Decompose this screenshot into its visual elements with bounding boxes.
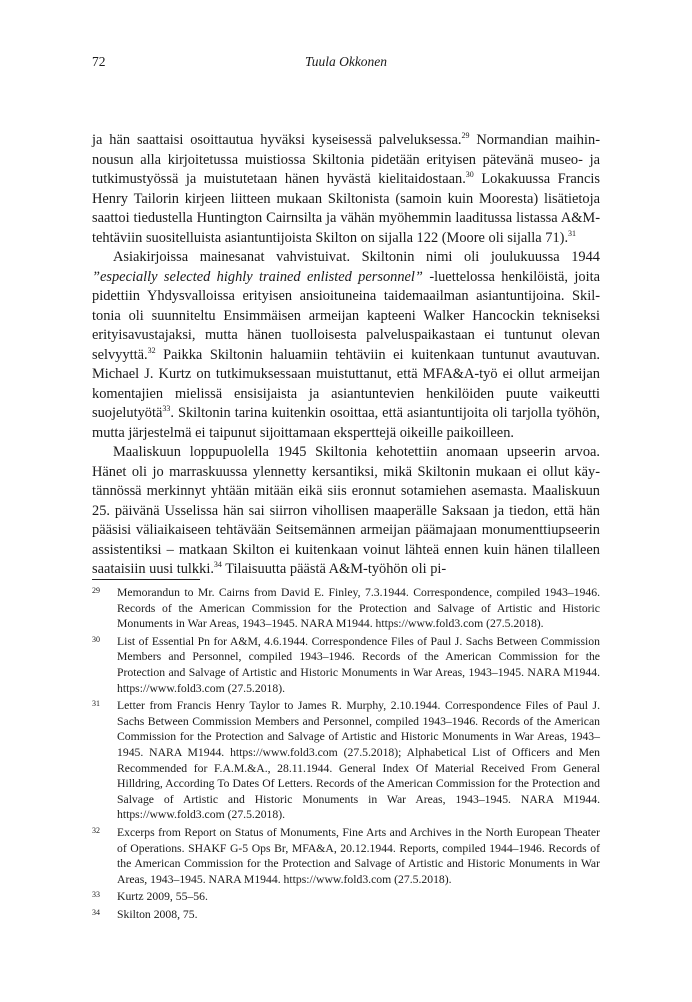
footnote	[92, 634, 600, 696]
footnote-text: Letter from Francis Henry Taylor to James R. Murphy, 2.10.1944. Correspondence Files of Paul J. Sachs Between Commission Members and Personnel, compiled 1943–1946. Records of the American Commission for the Protection and Salvage of Artistic and Historic Monuments in War Areas, 1943–1945. NARA M1944. https://www.fold3.com (27.5.2018); Alphabetical List of Officers and Men Recommended for F.A.M.&A., 28.11.1944. General Index Of Material Received From General Hilldring, According To Dates Of Letters. Records of the American Commission for the Protection and Salvage of Artistic and Historic Monuments in War Areas, 1943–1945. NARA M1944. https://www.fold3.com (27.5.2018).	[117, 699, 600, 822]
footnote-text: Skilton 2008, 75.	[117, 907, 198, 921]
footnote	[92, 585, 600, 632]
text-run: Maaliskuun loppupuolella 1945 Skiltonia kehotettiin anomaan upseerin arvoa. Hänet oli jo marraskuussa ylennetty kersantiksi, mikä Skiltonin mukaan ei ollut käytännössä merkinnyt yhtään mitään eikä siis eronnut sotamiehen asemasta. Maaliskuun 25. päivänä Usselissa hän sai siirron vihollisen maaperälle Saksaan ja tiedon, että hän pääsisi väliaikaiseen tehtävään Seitsemännen armeijan päämajaan monumenttiupseerin assistentiksi – matkaan Skilton ei kuitenkaan voinut lähteä ennen kuin hänen tilalleen saataisiin uusi tulkki.	[92, 444, 600, 577]
text-run: Tilaisuutta päästä A&M-työhön oli pi-	[221, 561, 447, 577]
footnote-divider	[92, 579, 200, 580]
footnote-text: Excerps from Report on Status of Monuments, Fine Arts and Archives in the North European Theater of Operations. SHAKF G-5 Ops Br, MFA&A, 20.12.1944. Reports, compiled 1944–1946. Records of the American Commission for the Protection and Salvage of Artistic and Historic Monuments in War Areas, 1943–1945. NARA M1944. https://www.fold3.com (27.5.2018).	[117, 825, 600, 886]
body-text	[92, 131, 600, 580]
footnote-text: Kurtz 2009, 55–56.	[117, 890, 208, 904]
footnote-ref: 34	[213, 560, 222, 570]
footnote-number: 32	[92, 825, 100, 835]
paragraph-3	[92, 443, 600, 580]
paragraph-1	[92, 131, 600, 248]
footnotes	[92, 585, 600, 924]
footnote-number: 30	[92, 634, 100, 644]
paragraph-2	[92, 248, 600, 443]
text-run: ja hän saattaisi osoittautua hyväksi kyseisessä palveluksessa.	[92, 132, 462, 148]
footnote	[92, 698, 600, 823]
running-head: Tuula Okkonen	[304, 54, 388, 69]
footnote-number: 34	[92, 907, 100, 917]
footnote	[92, 889, 600, 905]
footnote-ref: 30	[465, 170, 474, 180]
footnote-text: List of Essential Pn for A&M, 4.6.1944. Correspondence Files of Paul J. Sachs Between Commission Members and Personnel, compiled 1943–1946. Records of the American Commission for the Protection and Salvage of Artistic and Historic Monuments in War Areas, 1943–1945. NARA M1944. https://www.fold3.com (27.5.2018).	[117, 634, 600, 695]
footnote-number: 31	[92, 699, 100, 709]
footnote	[92, 825, 600, 887]
italic-quote: ”especially selected highly trained enlisted personnel”	[92, 268, 423, 285]
page-header	[92, 54, 600, 74]
footnote-number: 29	[92, 586, 100, 595]
text-run: Normandian maihinnousun alla kirjoitetussa muistiossa Skiltonia pidetään erityisen pätevänä museo- ja tutkimustyössä ja muistutetaan hänen hyvästä kielitaidostaan.	[92, 132, 600, 187]
footnote-ref: 31	[568, 228, 577, 238]
footnote-text: Memorandun to Mr. Cairns from David E. Finley, 7.3.1944. Correspondence, compiled 1943–1946. Records of the American Commission for the Protection and Salvage of Artistic and Historic Monuments in War Areas, 1943–1945. NARA M1944. https://www.fold3.com (27.5.2018).	[117, 586, 600, 631]
page-number: 72	[92, 54, 106, 69]
footnote-ref: 32	[147, 345, 156, 355]
text-run: -luettelossa henkilöistä, joita pidettiin Yhdysvalloissa erityisen ansioituneina taidemaailman asiantuntijoina. Skiltonia oli suunniteltu Ensimmäisen armeijan kapteeni Walker Hancockin tekniseksi erityisavustajaksi, mutta hänen tuolloisesta palveluspaikastaan ei tuntunut olevan selvyyttä.	[92, 268, 600, 363]
text-run: Paikka Skiltonin haluamiin tehtäviin ei kuitenkaan tuntunut avautuvan. Michael J. Kurtz on tutkimuksessaan muistuttanut, että MFA&A-työ ei ollut armeijan komentajien mielissä ensisijaista ja asiantuntevien henkilöiden puute vaikeutti suojelutyötä	[92, 346, 600, 421]
text-run: Asiakirjoissa mainesanat vahvistuivat. Skiltonin nimi oli joulukuussa 1944	[113, 249, 600, 265]
footnote-ref: 33	[162, 404, 171, 414]
text-run: . Skiltonin tarina kuitenkin osoittaa, että asiantuntijoita oli tarjolla työhön, mutta järjestelmä ei taipunut sijoittamaan eksperttejä oikeille paikoilleen.	[92, 405, 600, 441]
text-run: Lokakuussa Francis Henry Tailorin kirjeen liitteen mukaan Skiltonista (samoin kuin Mooresta) lisätietoja saattoi tiedustella Huntington Cairnsilta ja vähän myöhemmin laaditussa listassa A&M-tehtäviin suositelluista asiantuntijoista Skilton on sijalla 122 (Moore oli sijalla 71).	[92, 171, 600, 246]
footnote-ref: 29	[461, 131, 470, 141]
footnote-number: 33	[92, 890, 100, 900]
footnote	[92, 907, 600, 923]
